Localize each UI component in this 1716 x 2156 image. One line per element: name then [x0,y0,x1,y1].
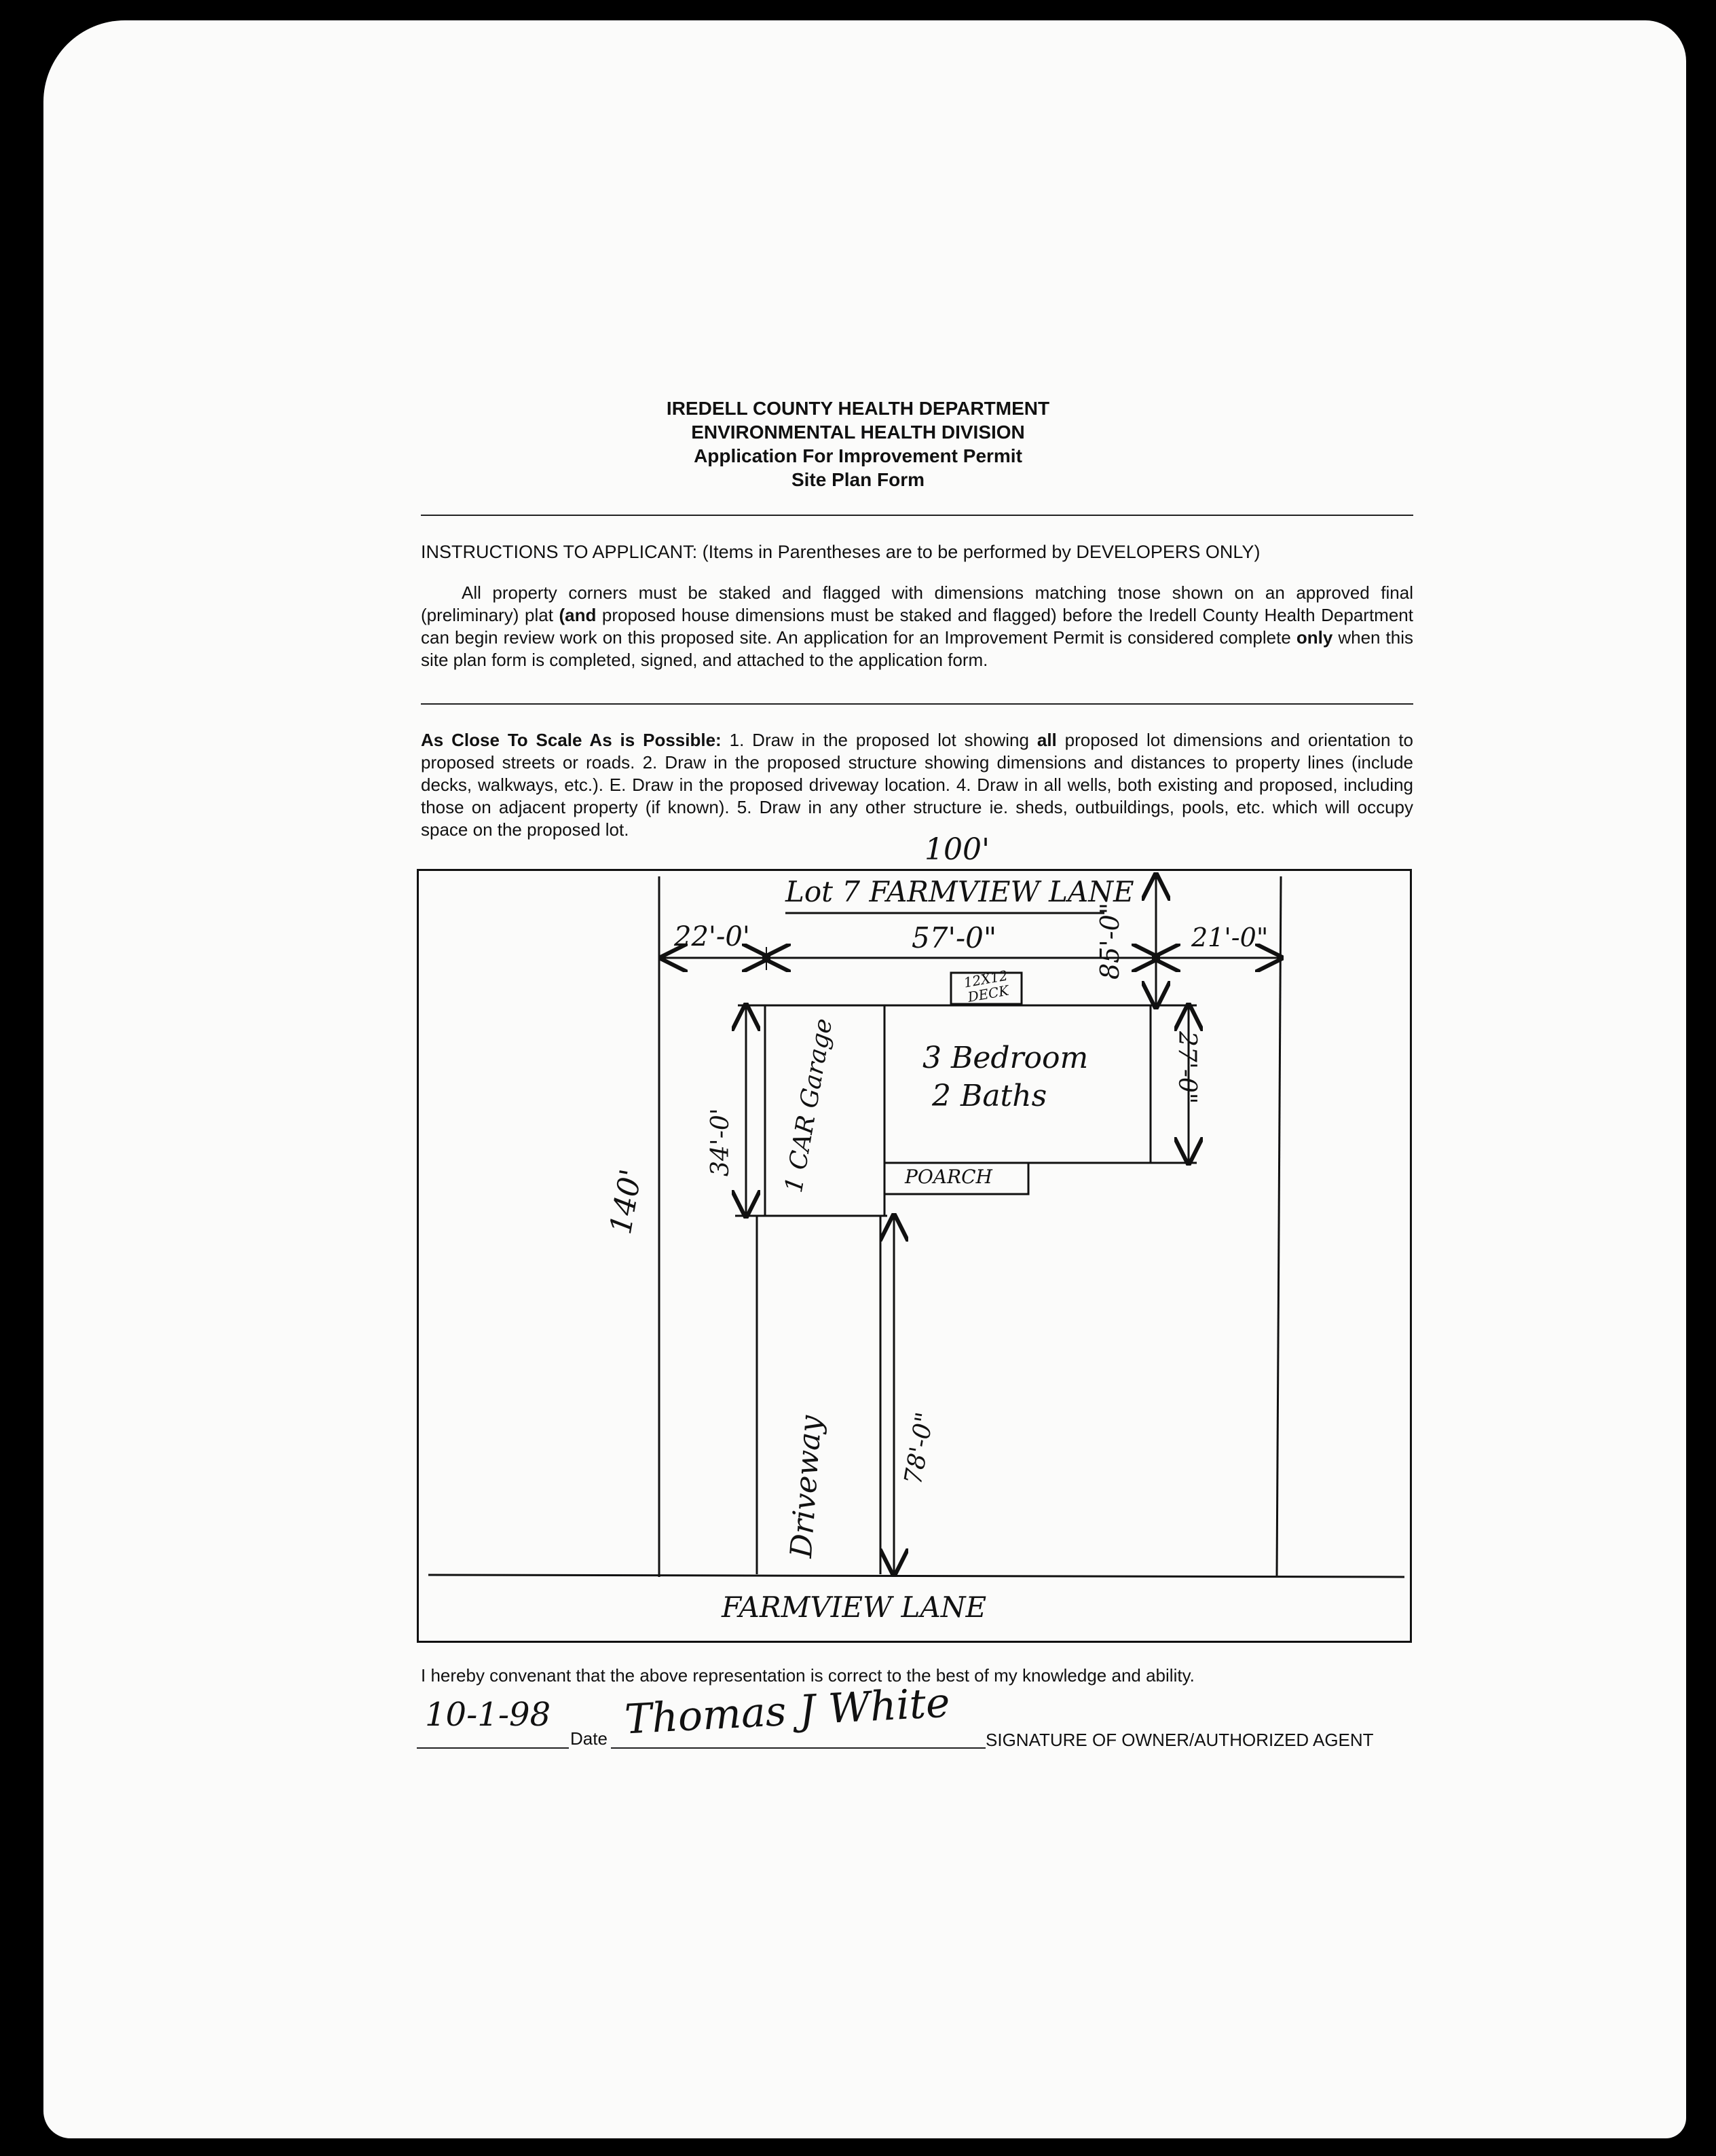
left-setback-label: 22'-0' [674,921,750,952]
scale-text-2: all [1037,730,1057,750]
instructions-paragraph [421,582,1413,671]
lot-width-label: 100' [925,832,990,867]
house-baths-label: 2 Baths [932,1079,1047,1113]
deck-label: 12X12 DECK [962,967,1010,1005]
house-width-label: 57'-0" [912,921,997,954]
lot-depth-label: 140' [603,1166,649,1237]
garage-depth-label: 34'-0' [707,1108,734,1176]
porch-label: POARCH [905,1166,992,1188]
garage-label: 1 CAR Garage [780,1016,838,1195]
form-name: Site Plan Form [791,469,925,490]
scale-text-3: proposed lot dimensions and orientation to proposed streets or roads. 2. Draw in the proposed structure showing dimensions and distances to property lines (include decks, walkways, etc.). E. Draw in the proposed driveway location. 4. Draw in all wells, both existing and proposed, including those on adjacent property (if known). 5. Draw in any other structure ie. sheds, outbuildings, pools, etc. which will occupy space on the proposed lot. [421,730,1413,840]
house-depth-label: 27'-0" [1173,1031,1201,1104]
signature-label: SIGNATURE OF OWNER/AUTHORIZED AGENT [986,1730,1374,1750]
date-value: 10-1-98 [425,1696,551,1734]
date-line [417,1747,569,1749]
instr-text-2: (and [559,605,597,625]
front-setback-label: 85'-0" [1095,902,1125,980]
house-bedrooms-label: 3 Bedroom [922,1041,1089,1075]
form-subtitle: Application For Improvement Permit [694,445,1022,466]
instr-text-4: only [1296,627,1333,648]
instr-text-1: All property corners must be staked and flagged with dimensions matching tnose shown on an approved final (preliminary) plat [421,582,1413,625]
street-label: FARMVIEW LANE [722,1591,987,1624]
scale-lead: As Close To Scale As is Possible: [421,730,722,750]
driveway-label: Driveway [784,1414,829,1559]
instructions-divider [421,703,1413,705]
scale-instructions [421,729,1413,841]
certification-statement: I hereby convenant that the above representation is correct to the best of my knowledge and ability. [421,1665,1195,1686]
header-divider [421,515,1413,516]
signature-line [611,1747,986,1749]
instructions-heading: INSTRUCTIONS TO APPLICANT: (Items in Parentheses are to be performed by DEVELOPERS ONLY) [421,542,1261,562]
right-setback-label: 21'-0" [1191,923,1269,952]
site-plan-box [417,869,1412,1643]
lot-right-line [1277,876,1281,1576]
owner-signature: Thomas J White [623,1679,952,1744]
driveway-length-label: 78'-0" [899,1410,940,1487]
scale-text-1: 1. Draw in the proposed lot showing [721,730,1037,750]
street-line [428,1575,1404,1577]
date-label: Date [570,1728,608,1749]
lot-title: Lot 7 FARMVIEW LANE [785,875,1134,908]
department-title: IREDELL COUNTY HEALTH DEPARTMENT [666,398,1050,419]
site-plan-drawing [419,871,1410,1641]
division-title: ENVIRONMENTAL HEALTH DIVISION [691,422,1025,443]
instr-text-5: when this site plan form is completed, signed, and attached to the application form. [421,627,1413,670]
instr-text-3: proposed house dimensions must be staked and flagged) before the Iredell County Health Department can begin review work on this proposed site. An application for an Improvement Permit is considered complete [421,605,1413,648]
